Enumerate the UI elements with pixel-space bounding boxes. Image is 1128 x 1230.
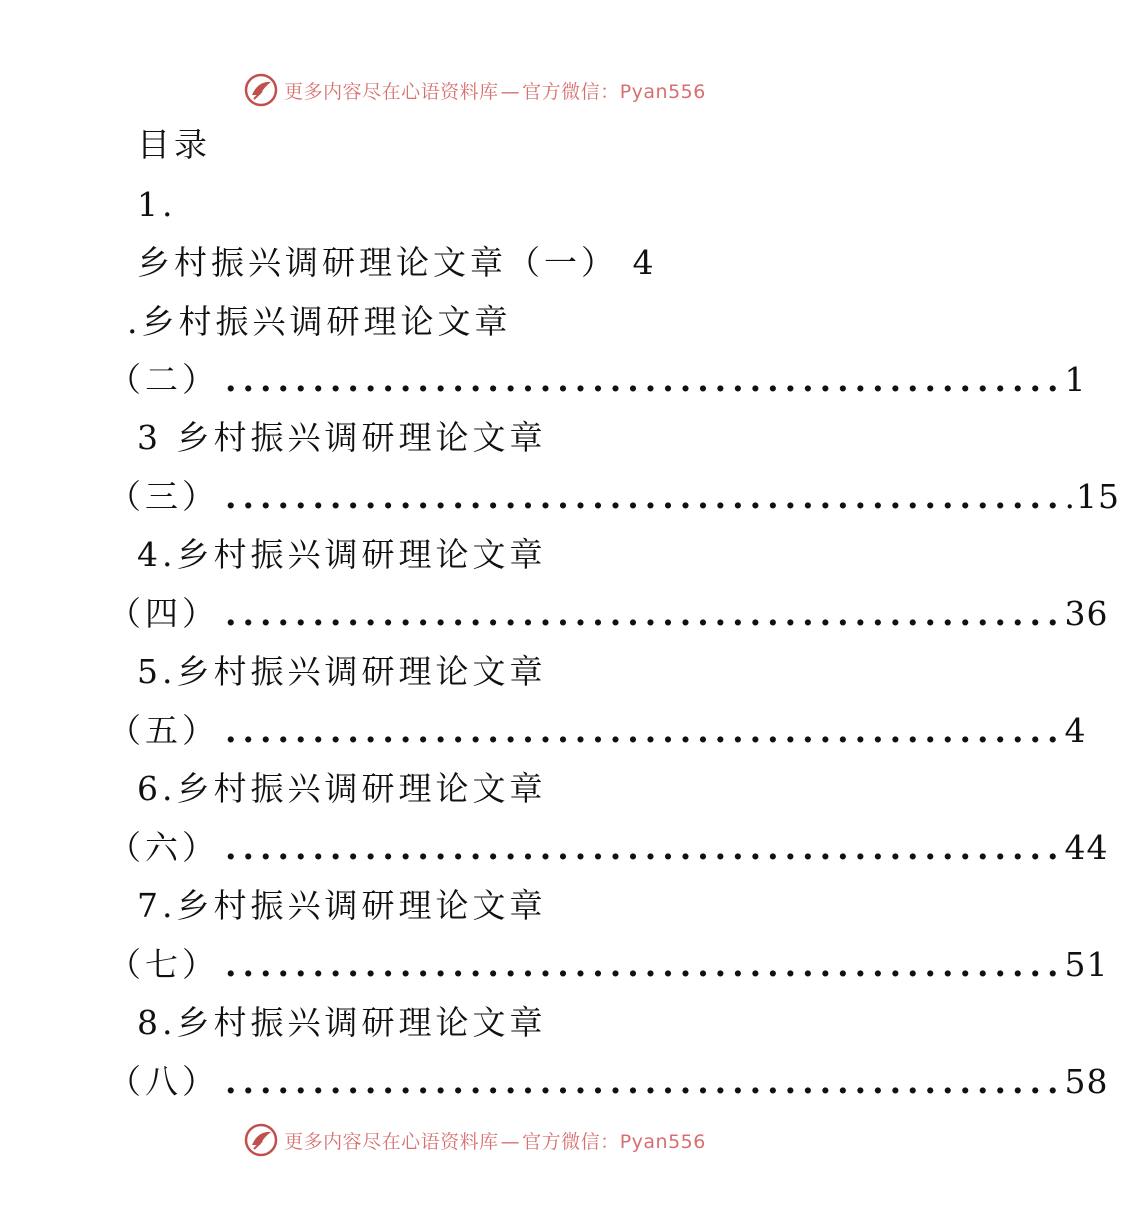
toc-entry-7[interactable]: [108, 945, 1109, 985]
watermark-text: 更多内容尽在心语资料库 — 官方微信：Pyan556: [284, 1130, 706, 1153]
pen-logo-icon: [244, 1123, 278, 1157]
toc-leader-dots: ................................................: [225, 594, 1065, 633]
toc-entry-title[interactable]: 4.乡村振兴调研理论文章: [137, 535, 547, 574]
toc-page-number: 44: [1064, 828, 1109, 867]
toc-entry-title[interactable]: 3 乡村振兴调研理论文章: [137, 418, 547, 457]
toc-page-number: 4: [1064, 711, 1087, 750]
toc-leader-dots: ................................................: [225, 360, 1065, 399]
toc-page-number: 58: [1064, 1062, 1109, 1101]
toc-heading: 目录: [137, 125, 211, 164]
watermark-top: [0, 70, 950, 110]
watermark-bottom: [0, 1120, 950, 1160]
toc-page-number: 51: [1064, 945, 1109, 984]
toc-page-number: 36: [1064, 594, 1109, 633]
toc-leader-dots: ................................................: [225, 828, 1065, 867]
toc-leader-dots: ................................................: [225, 477, 1065, 516]
toc-entry-paren: （三）: [108, 477, 219, 516]
toc-entry-paren: （七）: [108, 945, 219, 984]
toc-entry-title[interactable]: 5.乡村振兴调研理论文章: [137, 652, 547, 691]
toc-entry-title[interactable]: 6.乡村振兴调研理论文章: [137, 769, 547, 808]
toc-leader-dots: ................................................: [225, 711, 1065, 750]
toc-entry-6[interactable]: [108, 828, 1109, 868]
toc-item-2-title[interactable]: .乡村振兴调研理论文章: [127, 302, 512, 341]
toc-entry-paren: （五）: [108, 711, 219, 750]
toc-item-1-number: 1.: [137, 185, 177, 224]
toc-page-number: 1: [1064, 360, 1087, 399]
toc-entry-8[interactable]: [108, 1062, 1109, 1102]
toc-leader-dots: ................................................: [225, 1062, 1065, 1101]
toc-entry-paren: （八）: [108, 1062, 219, 1101]
toc-entry-3[interactable]: [108, 477, 1120, 517]
toc-entry-5[interactable]: [108, 711, 1087, 751]
toc-entry-paren: （六）: [108, 828, 219, 867]
toc-entry-paren: （二）: [108, 360, 219, 399]
toc-entry-4[interactable]: [108, 594, 1109, 634]
toc-entry-title[interactable]: 8.乡村振兴调研理论文章: [137, 1003, 547, 1042]
toc-page-number: .15: [1064, 477, 1120, 516]
toc-leader-dots: ................................................: [225, 945, 1065, 984]
toc-item-1-title[interactable]: 乡村振兴调研理论文章（一） 4: [137, 243, 658, 282]
pen-logo-icon: [244, 73, 278, 107]
watermark-text: 更多内容尽在心语资料库 — 官方微信：Pyan556: [284, 80, 706, 103]
toc-entry-title[interactable]: 7.乡村振兴调研理论文章: [137, 886, 547, 925]
toc-entry-2[interactable]: [108, 360, 1087, 400]
toc-entry-paren: （四）: [108, 594, 219, 633]
